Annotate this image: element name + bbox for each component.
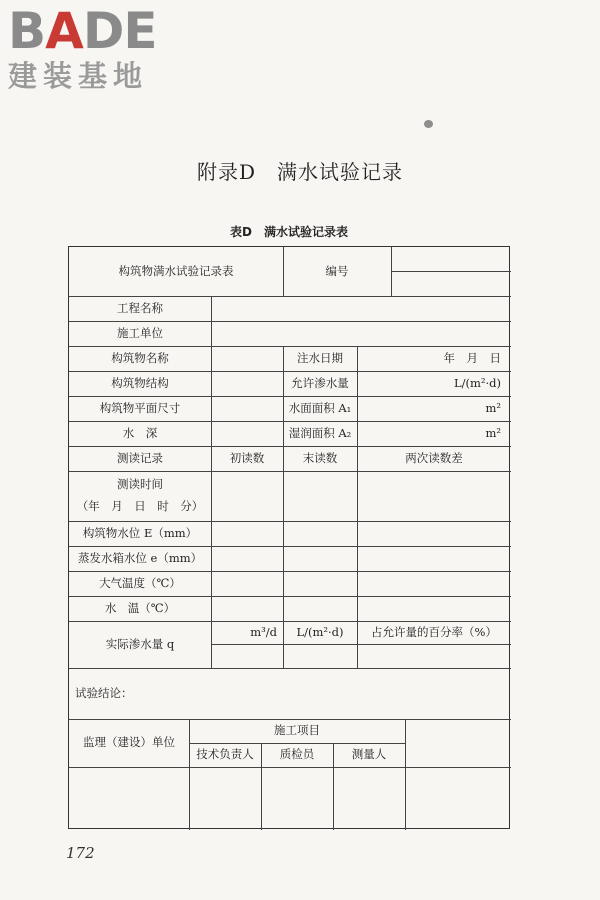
project-name-field[interactable]: [211, 296, 511, 321]
table-caption: 表D 满水试验记录表: [230, 225, 348, 239]
fill-date-label: 注水日期: [297, 350, 343, 365]
form-name-label: 构筑物满水试验记录表: [118, 263, 234, 278]
project-name-label: 工程名称: [117, 300, 163, 315]
water-level-label: 构筑物水位 E（mm）: [82, 525, 198, 540]
number-label: 编号: [325, 263, 349, 278]
air-temp-label: 大气温度（℃）: [99, 575, 181, 590]
page-number: 172: [66, 844, 95, 862]
water-test-record-table: [68, 246, 510, 829]
reading-record-label: 测读记录: [117, 450, 163, 465]
depth-label: 水 深: [122, 425, 158, 440]
supervision-unit-label: 监理（建设）单位: [83, 735, 175, 750]
appendix-title: 附录D 满水试验记录: [196, 160, 404, 184]
water-area-unit: m²: [485, 400, 501, 415]
conclusion-label: 试验结论：: [75, 685, 133, 700]
construction-project-label: 施工项目: [274, 723, 320, 738]
number-field-1[interactable]: [391, 247, 511, 271]
wet-area-unit: m²: [485, 425, 501, 440]
water-temp-label: 水 温（℃）: [104, 600, 176, 615]
fill-date-value: 年 月 日: [443, 350, 501, 365]
last-reading-header: 末读数: [302, 450, 338, 465]
construction-unit-field[interactable]: [211, 321, 511, 346]
construction-unit-label: 施工单位: [117, 325, 163, 340]
unit-m3d: m³/d: [250, 624, 277, 639]
inspector-label: 质检员: [279, 747, 315, 762]
ink-spot: [424, 120, 433, 128]
tech-lead-label: 技术负责人: [196, 747, 254, 762]
structure-type-label: 构筑物结构: [111, 375, 169, 390]
structure-name-label: 构筑物名称: [111, 350, 169, 365]
percent-label: 占允许量的百分率（%）: [371, 624, 497, 639]
bade-logo: [8, 4, 157, 92]
wet-area-label: 湿润面积 A₂: [288, 425, 352, 440]
unit-lm2d: L/(m²·d): [296, 624, 344, 639]
water-area-label: 水面面积 A₁: [288, 400, 352, 415]
first-reading-header: 初读数: [229, 450, 265, 465]
evap-level-label: 蒸发水箱水位 e（mm）: [77, 550, 203, 565]
plan-size-label: 构筑物平面尺寸: [99, 400, 181, 415]
allow-seepage-unit: L/(m²·d): [453, 375, 501, 390]
actual-seepage-label: 实际渗水量 q: [105, 636, 175, 651]
number-field-2[interactable]: [391, 271, 511, 296]
surveyor-label: 测量人: [351, 747, 387, 762]
logo-subtitle: 建装基地: [8, 59, 149, 93]
reading-diff-header: 两次读数差: [405, 450, 463, 465]
logo-wordmark: BADE: [8, 2, 157, 60]
allow-seepage-label: 允许渗水量: [291, 375, 349, 390]
reading-time-label: 测读时间 （年 月 日 时 分）: [76, 477, 204, 513]
